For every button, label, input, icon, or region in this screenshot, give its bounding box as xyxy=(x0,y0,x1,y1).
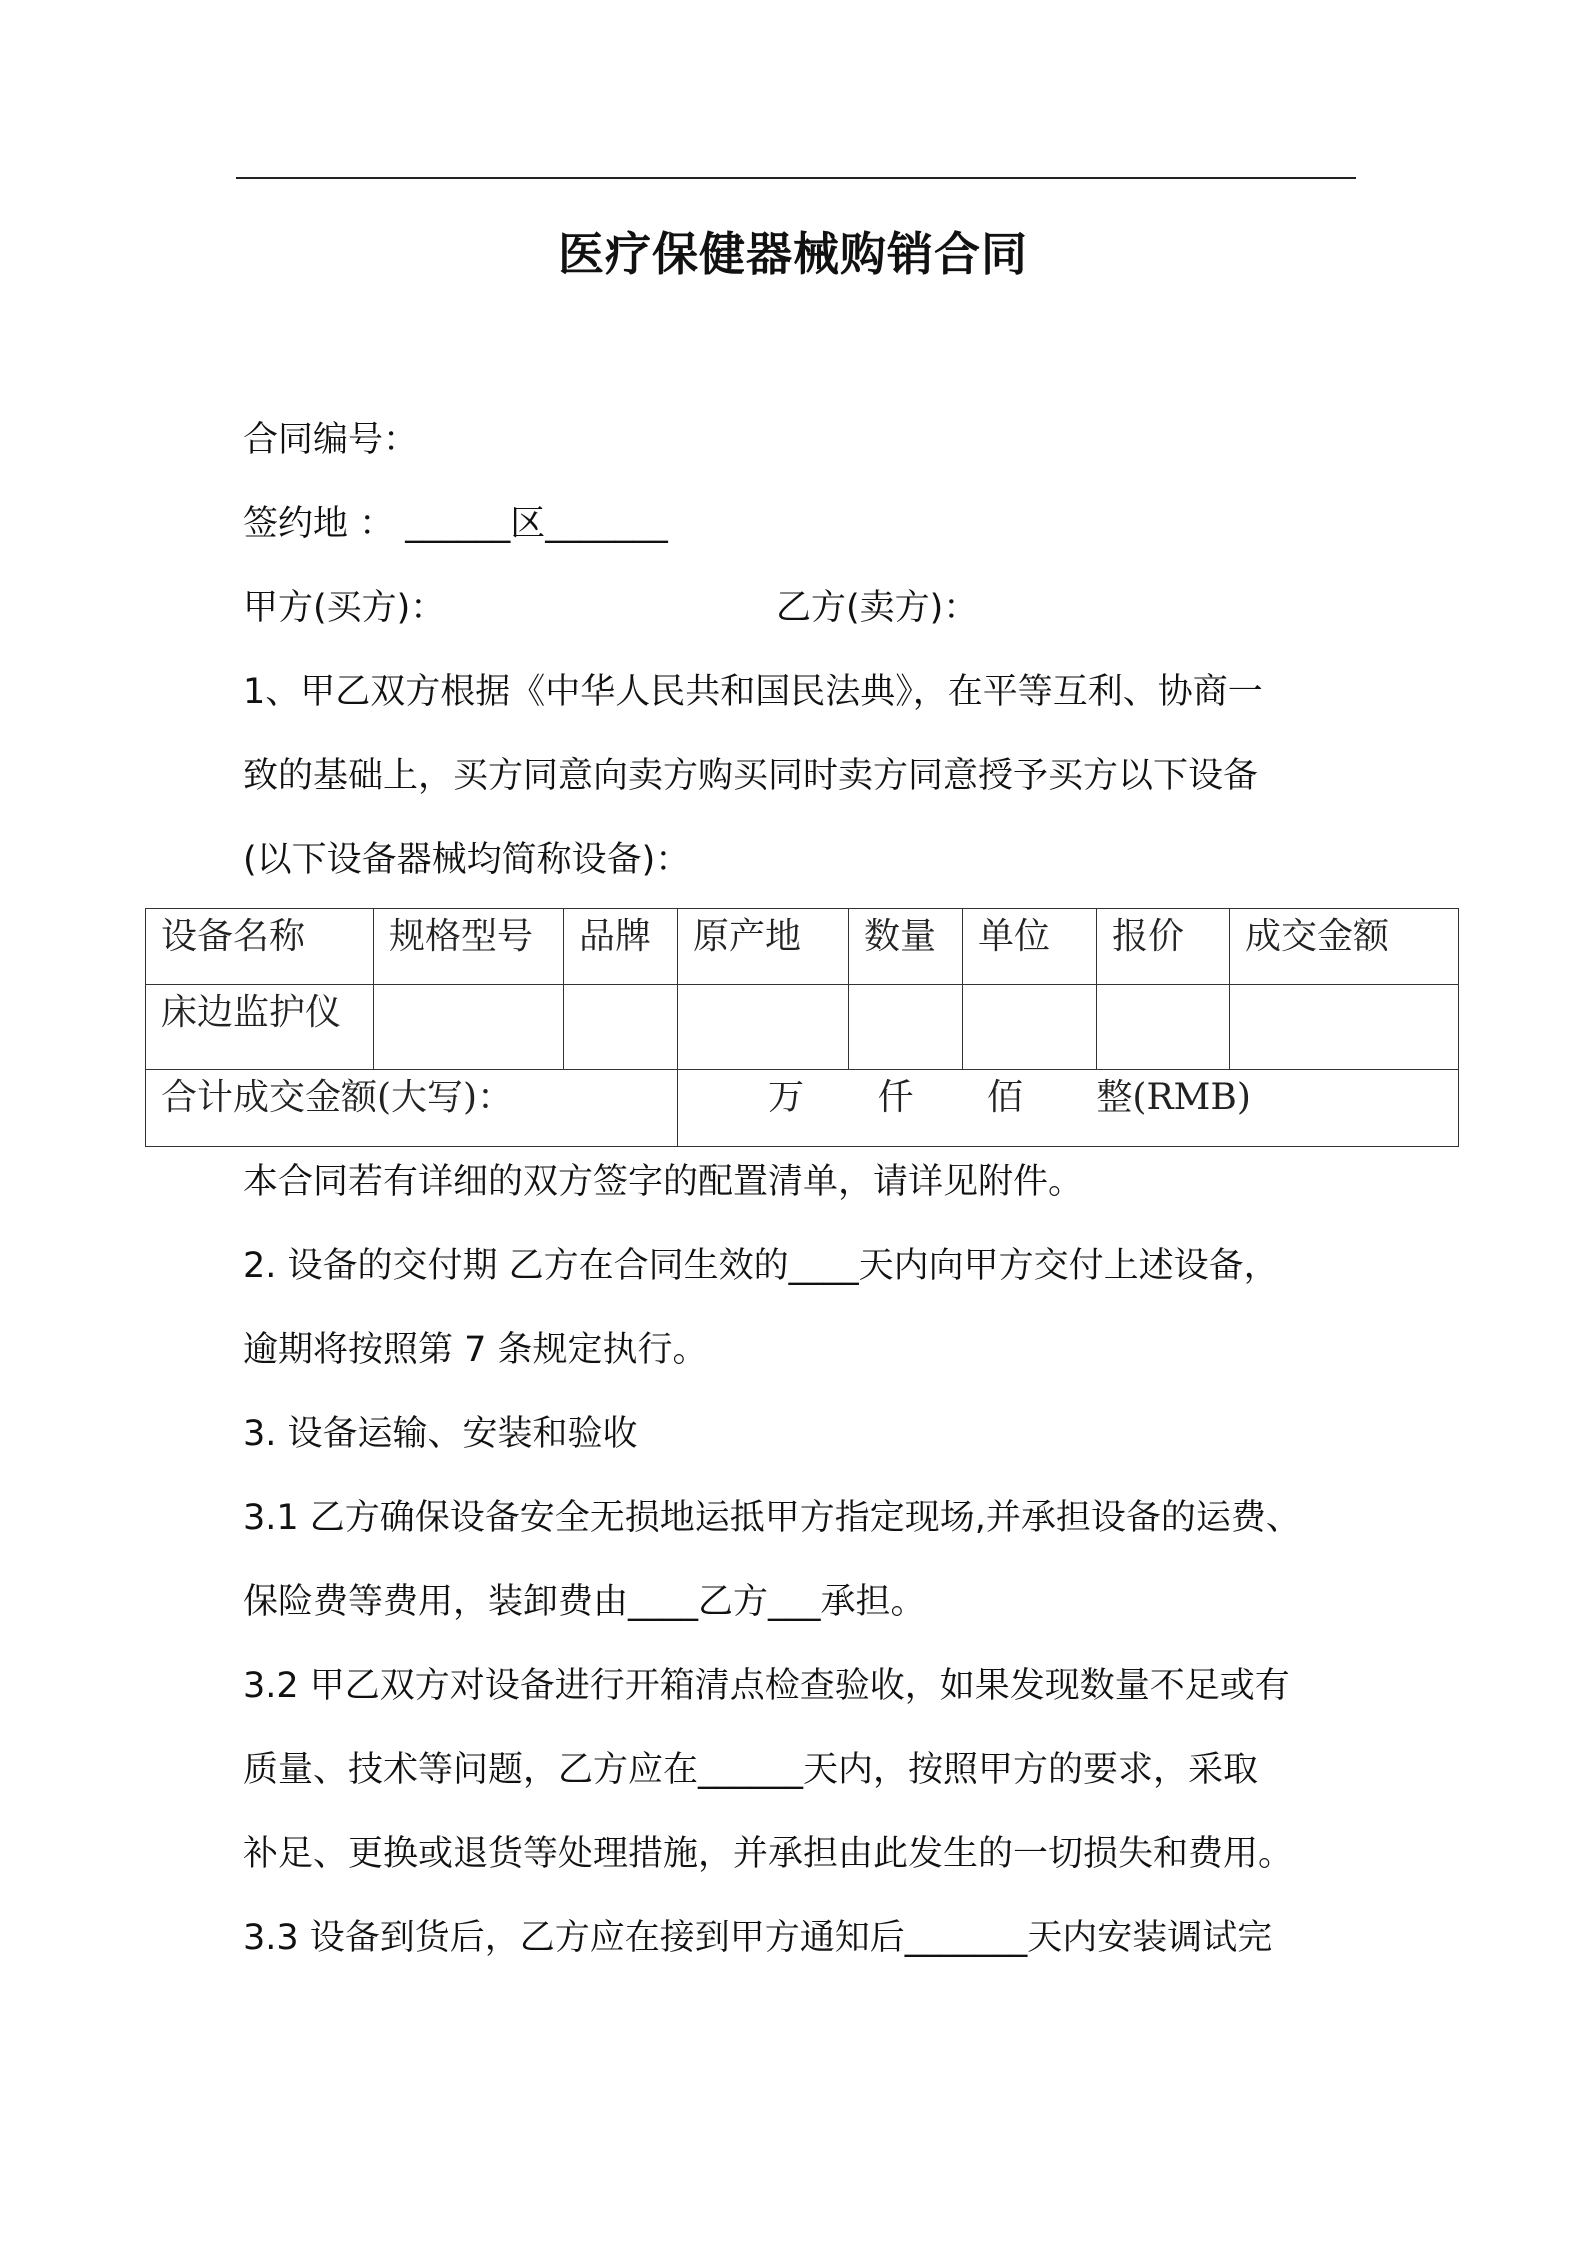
header-rule xyxy=(236,177,1356,179)
amount-unit-wan: 万 xyxy=(768,1077,805,1118)
amount-unit-qian: 仟 xyxy=(877,1077,914,1118)
clause-3-2-line-2: 质量、技术等问题，乙方应在______天内，按照甲方的要求，采取 xyxy=(243,1750,1259,1790)
table-cell xyxy=(963,985,1097,1070)
table-total-row xyxy=(146,1070,1459,1147)
clause-3-2-line-1: 3.2 甲乙双方对设备进行开箱清点检查验收，如果发现数量不足或有 xyxy=(243,1666,1290,1706)
header-cell: 成交金额 xyxy=(1230,909,1459,985)
clause-3-3-line-1: 3.3 设备到货后，乙方应在接到甲方通知后_______天内安装调试完 xyxy=(243,1918,1273,1958)
header-cell: 品牌 xyxy=(564,909,678,985)
clause-3-1-line-1: 3.1 乙方确保设备安全无损地运抵甲方指定现场,并承担设备的运费、 xyxy=(243,1498,1301,1538)
clause-3-2-line-3: 补足、更换或退货等处理措施，并承担由此发生的一切损失和费用。 xyxy=(243,1834,1294,1874)
clause-3-1-line-2: 保险费等费用，装卸费由____乙方___承担。 xyxy=(243,1582,926,1622)
table-cell xyxy=(1230,985,1459,1070)
table-cell xyxy=(564,985,678,1070)
header-cell: 原产地 xyxy=(678,909,849,985)
header-cell: 规格型号 xyxy=(374,909,564,985)
table-cell xyxy=(849,985,963,1070)
header-cell: 单位 xyxy=(963,909,1097,985)
attachment-note: 本合同若有详细的双方签字的配置清单，请详见附件。 xyxy=(243,1162,1084,1202)
header-cell: 报价 xyxy=(1097,909,1230,985)
amount-unit-zheng: 整(RMB) xyxy=(1096,1077,1251,1118)
clause-2-line-2: 逾期将按照第 7 条规定执行。 xyxy=(243,1330,708,1370)
header-cell: 设备名称 xyxy=(146,909,374,985)
total-label-cell: 合计成交金额(大写)： xyxy=(146,1070,678,1147)
contract-title: 医疗保健器械购销合同 xyxy=(558,227,1028,281)
clause-1-line-2: 致的基础上，买方同意向卖方购买同时卖方同意授予买方以下设备 xyxy=(243,756,1259,796)
clause-1-line-1: 1、甲乙双方根据《中华人民共和国民法典》，在平等互利、协商一 xyxy=(243,672,1263,712)
amount-unit-bai: 佰 xyxy=(986,1077,1023,1118)
equipment-table xyxy=(145,908,1459,1147)
header-cell: 数量 xyxy=(849,909,963,985)
table-cell xyxy=(374,985,564,1070)
contract-number-label: 合同编号： xyxy=(243,420,419,460)
table-cell xyxy=(1097,985,1230,1070)
table-header-row xyxy=(146,909,1459,985)
party-a-label: 甲方(买方)： xyxy=(243,588,446,628)
table-cell: 床边监护仪 xyxy=(146,985,374,1070)
table-row xyxy=(146,985,1459,1070)
party-b-label: 乙方(卖方)： xyxy=(776,588,979,628)
clause-2-line-1: 2. 设备的交付期 乙方在合同生效的____天内向甲方交付上述设备， xyxy=(243,1246,1279,1286)
total-amount-cell xyxy=(678,1070,1459,1147)
sign-place-line: 签约地 ： ______区_______ xyxy=(243,504,668,544)
clause-1-line-3: (以下设备器械均简称设备)： xyxy=(243,840,691,880)
table-cell xyxy=(678,985,849,1070)
clause-3-title: 3. 设备运输、安装和验收 xyxy=(243,1414,638,1454)
